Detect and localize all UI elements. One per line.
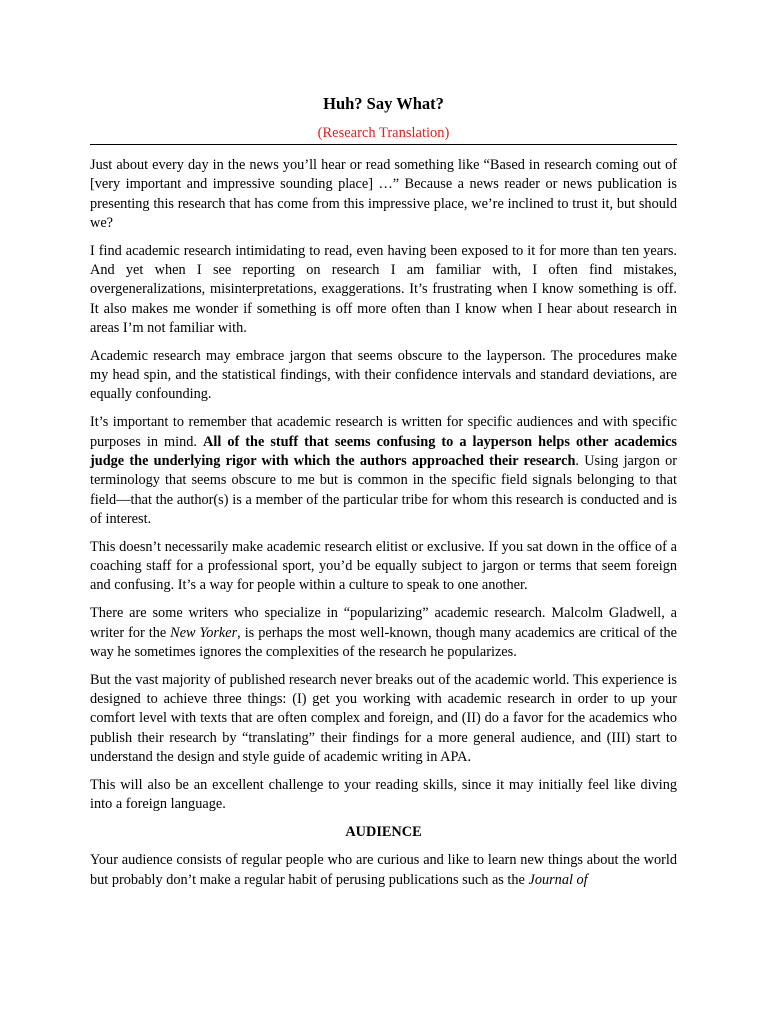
text-run: I find academic research intimidating to read, even having been exposed to it for more than ten years. And yet when I see reporting on research I am familiar with, I often find mistakes, overgeneralizations, misinterpretations, exaggerations. It’s frustrating when I know something is off. It also makes me wonder if something is off more often than I know when I hear about research in areas I’m not familiar with.: [90, 242, 677, 336]
text-run: Just about every day in the news you’ll hear or read something like “Based in research coming out of [very important and impressive sounding place] …” Because a news reader or news publication is presenting this research that has come from this impressive place, we’re inclined to trust it, but should we?: [90, 157, 677, 231]
text-run: But the vast majority of published research never breaks out of the academic world. This experience is designed to achieve three things: (I) get you working with academic research in order to up your comfort level with texts that are often complex and foreign, and (II) do a favor for the academics who publish their research by “translating” their findings for a more general audience, and (III) start to understand the design and style guide of academic writing in APA.: [90, 671, 677, 765]
text-run: This will also be an excellent challenge to your reading skills, since it may initially feel like diving into a foreign language.: [90, 776, 677, 813]
document-page: [90, 93, 677, 898]
text-run: . Using jargon or terminology that seems obscure to me but is common in the specific field signals belonging to that field—that the author(s) is a member of the particular tribe for whom this research is conducted and is of interest.: [90, 452, 677, 527]
text-run: , is perhaps the most well-known, though many academics are critical of the way he sometimes ignores the complexities of the research he popularizes.: [90, 624, 677, 660]
bold-text-run: All of the stuff that seems confusing to a layperson helps other academics judge the underlying rigor with which the authors approached their research: [90, 433, 677, 469]
paragraph: [90, 671, 677, 767]
text-run: Your audience consists of regular people who are curious and like to learn new things about the world but probably don’t make a regular habit of perusing publications such as the: [90, 852, 677, 888]
paragraph: [90, 776, 677, 815]
document-title: Huh? Say What?: [323, 94, 444, 113]
paragraph: [90, 604, 677, 662]
italic-text-run: New Yorker: [170, 624, 238, 641]
title-divider: [90, 144, 677, 145]
section-heading-audience: AUDIENCE: [345, 823, 422, 840]
text-run: It’s important to remember that academic research is written for specific audiences and with specific purposes in mind.: [90, 414, 677, 450]
paragraph: [90, 851, 677, 890]
paragraph: [90, 413, 677, 529]
italic-text-run: Journal of: [528, 871, 588, 888]
intro-paragraphs: [90, 156, 677, 814]
text-run: There are some writers who specialize in “popularizing” academic research. Malcolm Gladwell, a writer for the: [90, 605, 677, 641]
document-body: [90, 156, 677, 890]
paragraph: [90, 538, 677, 596]
document-subtitle: (Research Translation): [317, 125, 450, 141]
paragraph: [90, 156, 677, 233]
text-run: This doesn’t necessarily make academic research elitist or exclusive. If you sat down in the office of a coaching staff for a professional sport, you’d be equally subject to jargon or terms that seem foreign and confusing. It’s a way for people within a culture to speak to one another.: [90, 538, 677, 594]
paragraph: [90, 347, 677, 405]
audience-paragraphs: [90, 851, 677, 890]
paragraph: [90, 242, 677, 338]
text-run: Academic research may embrace jargon that seems obscure to the layperson. The procedures make my head spin, and the statistical findings, with their confidence intervals and standard deviations, are equally confounding.: [90, 347, 677, 403]
